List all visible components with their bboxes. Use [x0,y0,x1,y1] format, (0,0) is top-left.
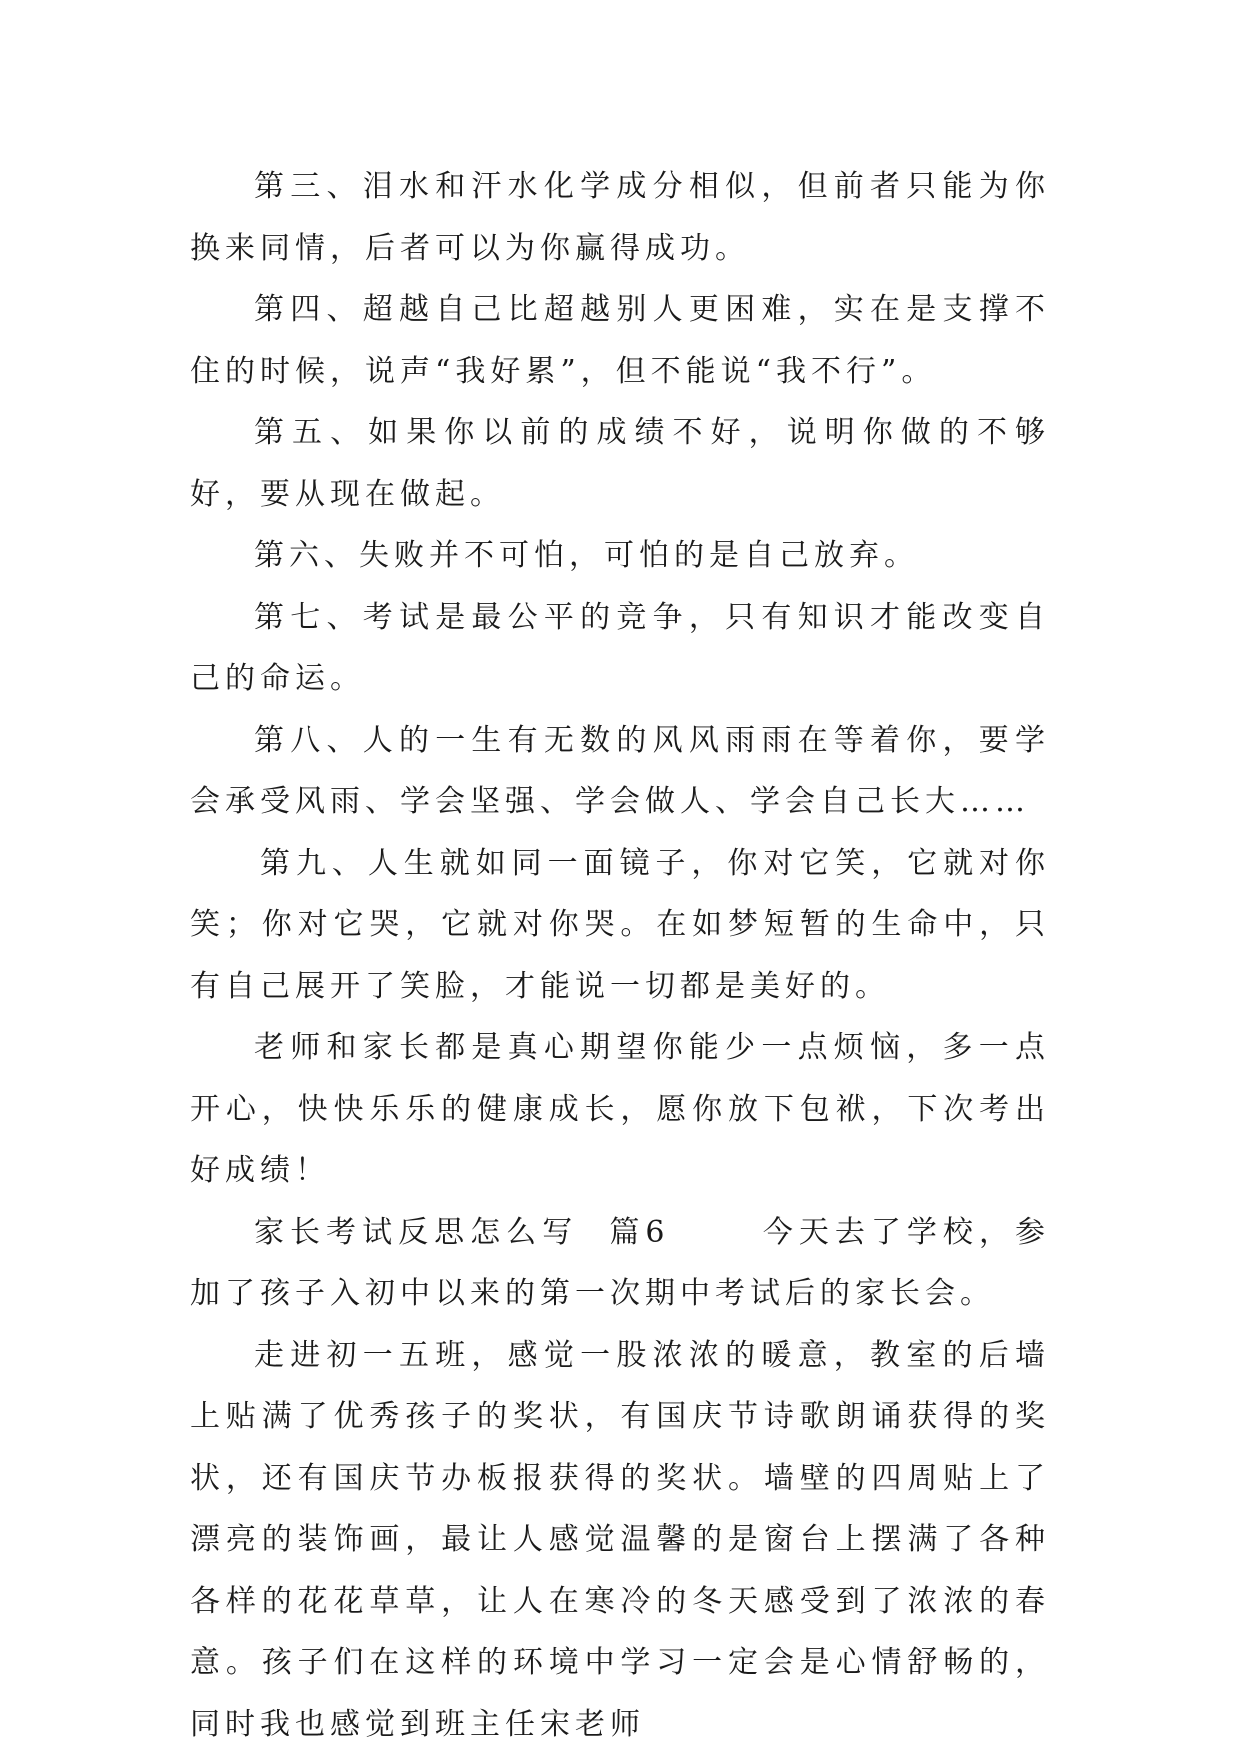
paragraph-section-6-intro: 家长考试反思怎么写 篇6 今天去了学校，参加了孩子入初中以来的第一次期中考试后的家长会。 [190,1202,1050,1325]
paragraph-eighth: 第八、人的一生有无数的风风雨雨在等着你，要学会承受风雨、学会坚强、学会做人、学会自己长大…… [190,710,1050,833]
paragraph-fifth: 第五、如果你以前的成绩不好，说明你做的不够好，要从现在做起。 [190,402,1050,525]
paragraph-closing: 老师和家长都是真心期望你能少一点烦恼，多一点开心，快快乐乐的健康成长，愿你放下包袱，下次考出好成绩！ [190,1017,1050,1202]
paragraph-fourth: 第四、超越自己比超越别人更困难，实在是支撑不住的时候，说声“我好累”，但不能说“我不行”。 [190,279,1050,402]
document-body [190,156,1050,1755]
paragraph-seventh: 第七、考试是最公平的竞争，只有知识才能改变自己的命运。 [190,587,1050,710]
paragraph-classroom: 走进初一五班，感觉一股浓浓的暖意，教室的后墙上贴满了优秀孩子的奖状，有国庆节诗歌朗诵获得的奖状，还有国庆节办板报获得的奖状。墙壁的四周贴上了漂亮的装饰画，最让人感觉温馨的是窗台上摆满了各种各样的花花草草，让人在寒冷的冬天感受到了浓浓的春意。孩子们在这样的环境中学习一定会是心情舒畅的，同时我也感觉到班主任宋老师 [190,1325,1050,1755]
paragraph-sixth: 第六、失败并不可怕，可怕的是自己放弃。 [190,525,1050,587]
paragraph-ninth: 第九、人生就如同一面镜子，你对它笑，它就对你笑；你对它哭，它就对你哭。在如梦短暂的生命中，只有自己展开了笑脸，才能说一切都是美好的。 [190,833,1050,1018]
paragraph-third: 第三、泪水和汗水化学成分相似，但前者只能为你换来同情，后者可以为你赢得成功。 [190,156,1050,279]
